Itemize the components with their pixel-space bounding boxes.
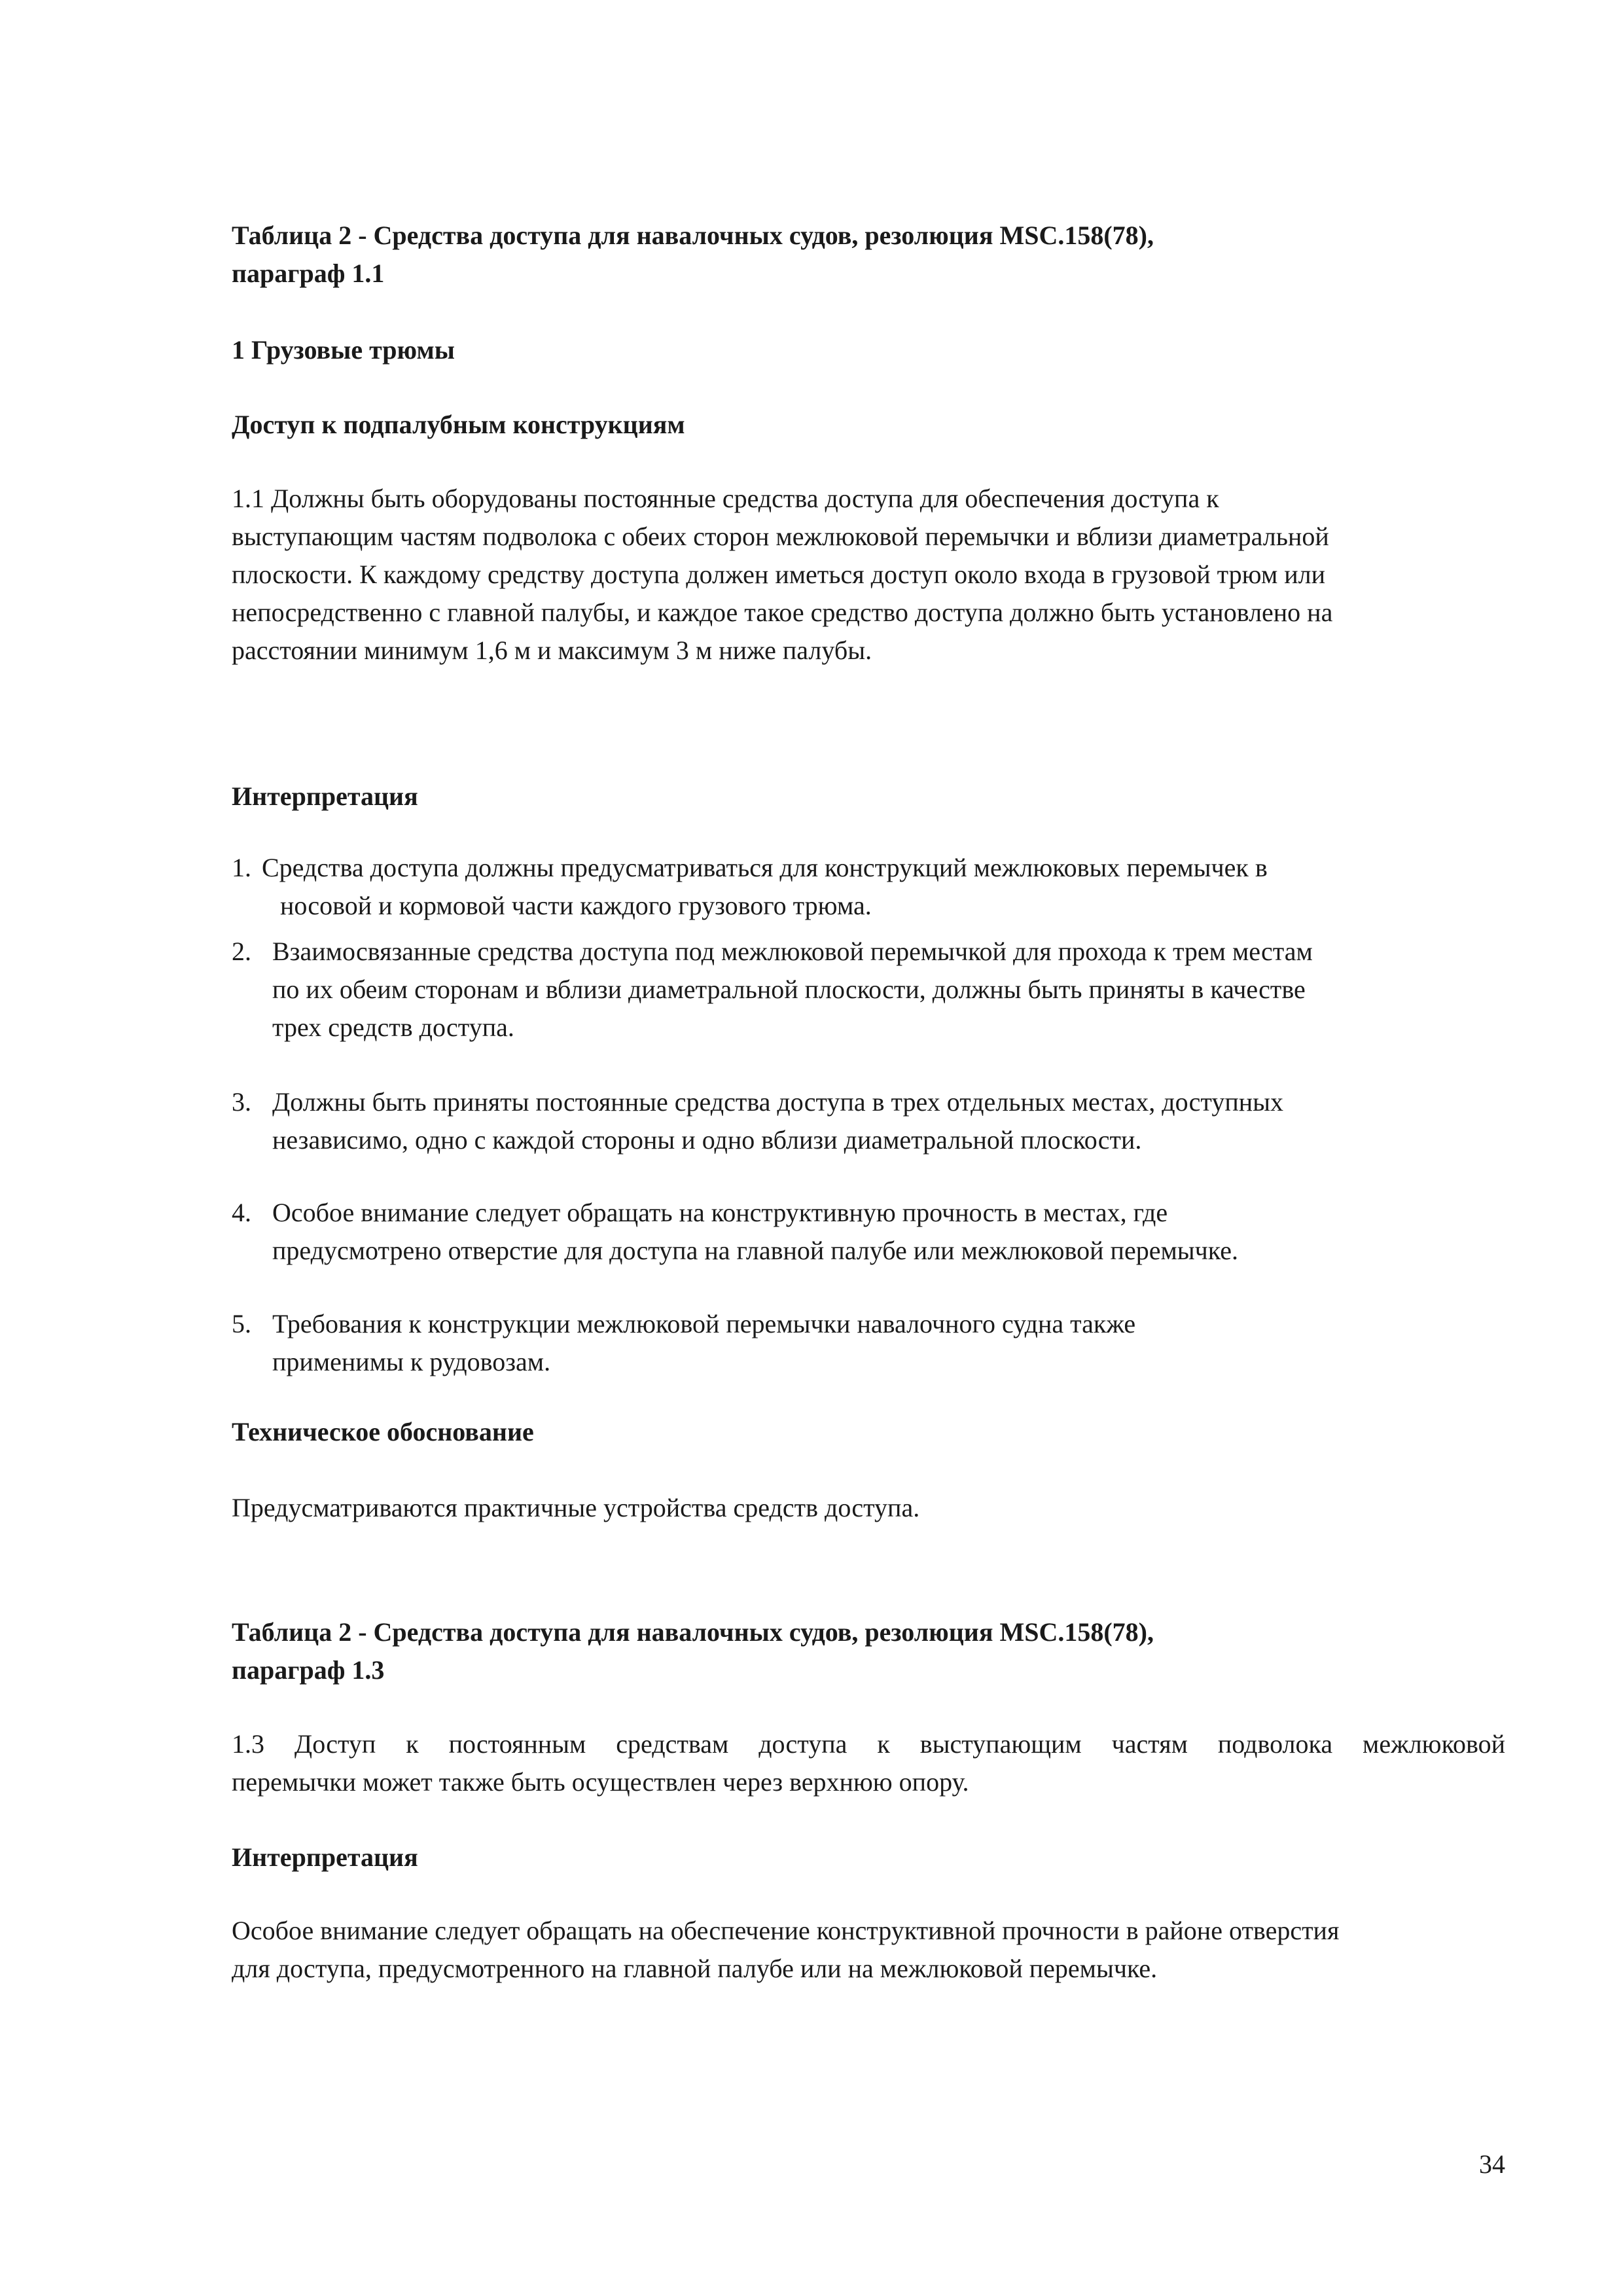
paragraph-line: непосредственно с главной палубы, и каждое такое средство доступа должно быть установлено на [232, 598, 1333, 627]
list-item-line: трех средств доступа. [272, 1013, 514, 1042]
list-item [232, 1305, 1505, 1381]
list-item [232, 1083, 1505, 1159]
list-item-line: Взаимосвязанные средства доступа под межлюковой перемычкой для прохода к трем местам [272, 937, 1313, 966]
list-item-number: 3. [232, 1087, 251, 1117]
section2-heading [232, 1613, 1505, 1689]
section1-heading-line1: Таблица 2 - Средства доступа для навалочных судов, резолюция MSC.158(78), [232, 221, 1154, 250]
list-item-line: предусмотрено отверстие для доступа на главной палубе или межлюковой перемычке. [272, 1236, 1238, 1265]
paragraph-line: 1.1 Должны быть оборудованы постоянные средства доступа для обеспечения доступа к [232, 484, 1219, 513]
section2-heading-line2: параграф 1.3 [232, 1655, 385, 1685]
section1-subsubheading: Доступ к подпалубным конструкциям [232, 410, 685, 439]
section1-paragraph [232, 480, 1505, 670]
paragraph-line: расстоянии минимум 1,6 м и максимум 3 м ниже палубы. [232, 636, 872, 665]
paragraph-line: для доступа, предусмотренного на главной палубе или на межлюковой перемычке. [232, 1954, 1158, 1983]
paragraph-line: 1.3 Доступ к постоянным средствам доступа к выступающим частям подволока межлюковой [232, 1729, 1505, 1759]
section1-heading-line2: параграф 1.1 [232, 259, 385, 288]
section1-heading [232, 217, 1505, 293]
list-item-number: 1. [232, 853, 251, 882]
list-item-line: Должны быть приняты постоянные средства доступа в трех отдельных местах, доступных [272, 1087, 1284, 1117]
list-item-line: по их обеим сторонам и вблизи диаметральной плоскости, должны быть приняты в качестве [272, 975, 1306, 1004]
list-item-number: 5. [232, 1309, 251, 1338]
list-item [232, 849, 1505, 925]
list-item-number: 2. [232, 937, 251, 966]
interpretation2-paragraph [232, 1912, 1505, 1988]
paragraph-line: плоскости. К каждому средству доступа должен иметься доступ около входа в грузовой трюм или [232, 560, 1326, 589]
section2-heading-line1: Таблица 2 - Средства доступа для навалочных судов, резолюция MSC.158(78), [232, 1617, 1154, 1647]
paragraph-line: выступающим частям подволока с обеих сторон межлюковой перемычки и вблизи диаметральной [232, 522, 1329, 551]
technical-text: Предусматриваются практичные устройства средств доступа. [232, 1493, 920, 1522]
list-item [232, 933, 1505, 1047]
list-item-line: Особое внимание следует обращать на конструктивную прочность в местах, где [272, 1198, 1168, 1227]
section1-subheading: 1 Грузовые трюмы [232, 335, 455, 365]
list-item-line: Средства доступа должны предусматриваться для конструкций межлюковых перемычек в [262, 853, 1268, 882]
paragraph-line: Особое внимание следует обращать на обеспечение конструктивной прочности в районе отверстия [232, 1916, 1340, 1945]
list-item-line: независимо, одно с каждой стороны и одно вблизи диаметральной плоскости. [272, 1125, 1142, 1155]
section2-paragraph [232, 1725, 1505, 1801]
page-number: 34 [1479, 2149, 1505, 2179]
interpretation1-heading: Интерпретация [232, 781, 418, 811]
list-item-line: носовой и кормовой части каждого грузового трюма. [280, 891, 872, 920]
list-item-number: 4. [232, 1198, 251, 1227]
list-item [232, 1194, 1505, 1270]
technical-heading: Техническое обоснование [232, 1417, 534, 1446]
paragraph-line: перемычки может также быть осуществлен через верхнюю опору. [232, 1767, 969, 1797]
list-item-line: применимы к рудовозам. [272, 1347, 551, 1376]
interpretation2-heading: Интерпретация [232, 1842, 418, 1872]
list-item-line: Требования к конструкции межлюковой перемычки навалочного судна также [272, 1309, 1136, 1338]
